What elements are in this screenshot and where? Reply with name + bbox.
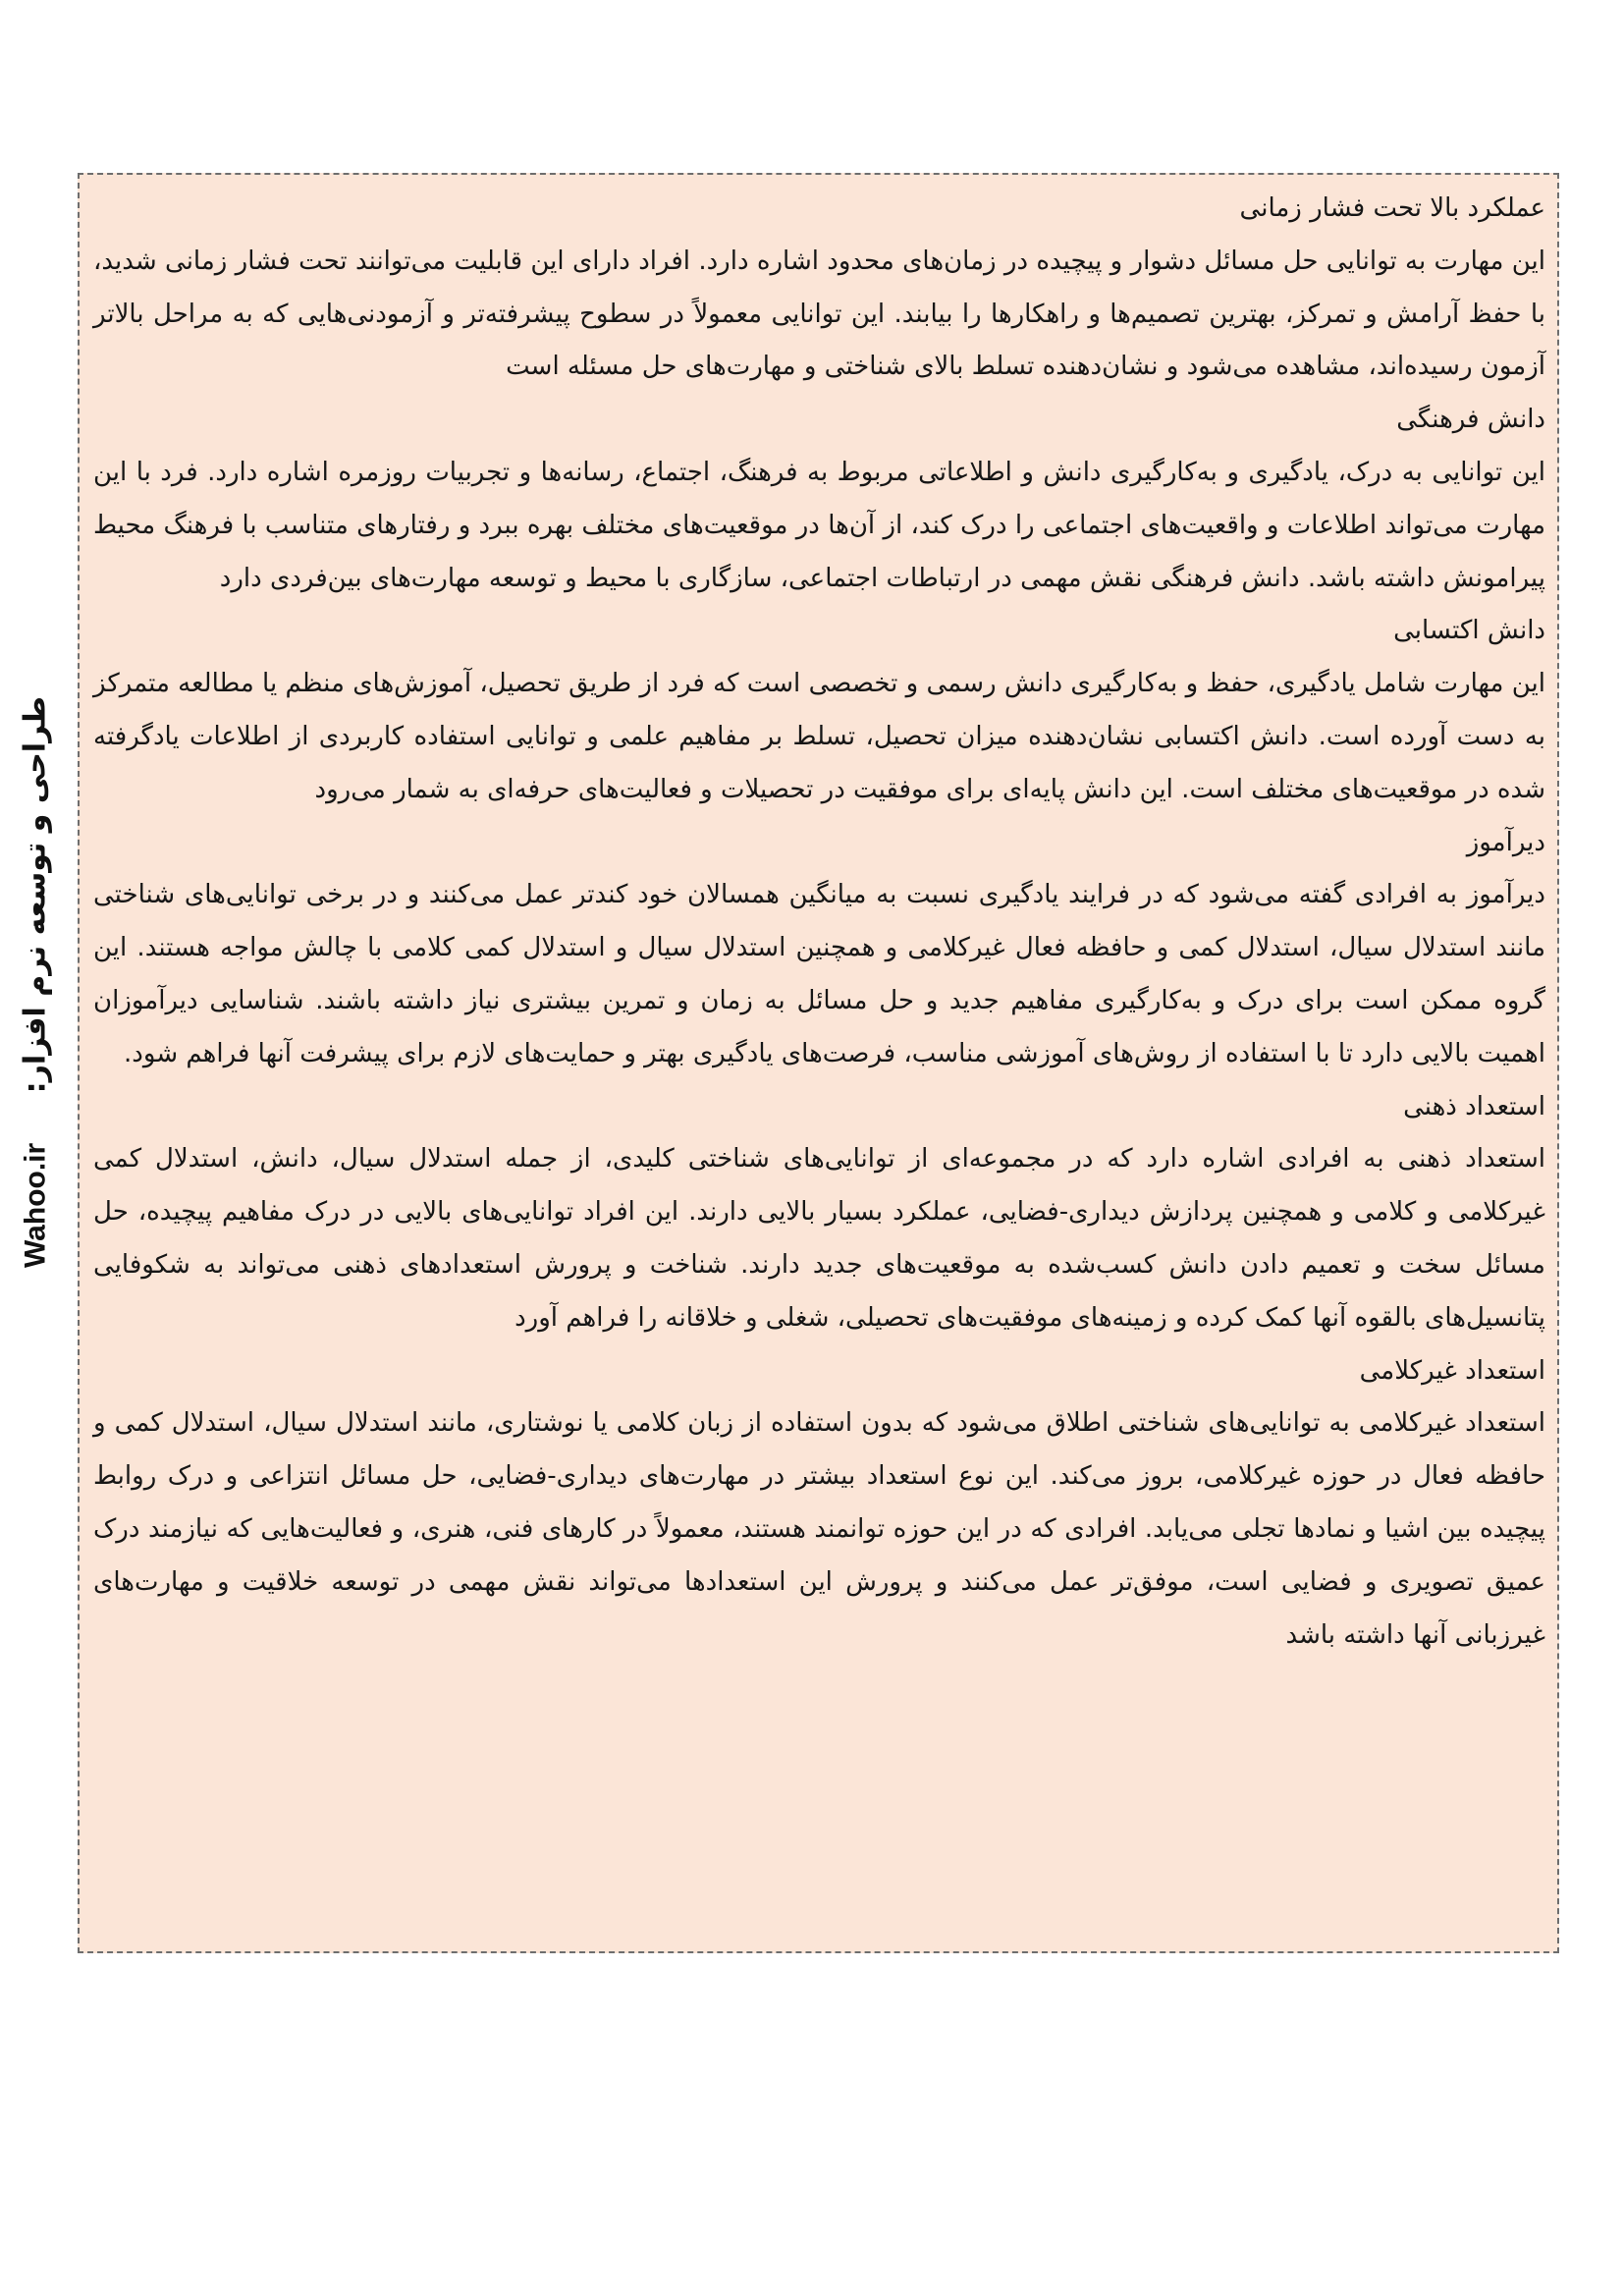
- section-body: دیرآموز به افرادی گفته می‌شود که در فرایند یادگیری نسبت به میانگین همسالان خود کندتر عمل می‌کنند و در برخی توانایی‌های شناختی مانند استدلال سیال، استدلال کمی و حافظه فعال غیرکلامی و همچنین استدلال سیال و استدلال کمی کلامی با چالش مواجه هستند. این گروه ممکن است برای درک و به‌کارگیری مفاهیم جدید و حل مسائل به زمان و تمرین بیشتری نیاز داشته باشند. شناسایی دیرآموزان اهمیت بالایی دارد تا با استفاده از روش‌های آموزشی مناسب، فرصت‌های یادگیری بهتر و حمایت‌های لازم برای پیشرفت آنها فراهم شود.: [93, 880, 1545, 1068]
- side-credit-site: Wahoo.ir: [19, 1142, 52, 1269]
- section-mental-talent: [93, 1081, 1545, 1345]
- side-credit: [0, 0, 69, 2296]
- side-credit-text: [19, 696, 53, 1268]
- section-title: دیرآموز: [1466, 827, 1545, 857]
- section-body: استعداد غیرکلامی به توانایی‌های شناختی اطلاق می‌شود که بدون استفاده از زبان کلامی یا نوشتاری، مانند استدلال سیال، استدلال کمی و حافظه فعال در حوزه غیرکلامی، بروز می‌کند. این نوع استعداد بیشتر در مهارت‌های دیداری-فضایی، حل مسائل انتزاعی و درک روابط پیچیده بین اشیا و نمادها تجلی می‌یابد. افرادی که در این حوزه توانمند هستند، معمولاً در کارهای فنی، هنری، و فعالیت‌هایی که نیازمند درک عمیق تصویری و فضایی است، موفق‌تر عمل می‌کنند و پرورش این استعدادها می‌تواند نقش مهمی در توسعه خلاقیت و مهارت‌های غیرزبانی آنها داشته باشد: [93, 1408, 1545, 1650]
- section-slow-learner: [93, 817, 1545, 1081]
- content-box: [78, 173, 1559, 1953]
- section-title: دانش فرهنگی: [1396, 405, 1545, 435]
- section-nonverbal-talent: [93, 1345, 1545, 1663]
- section-body: این توانایی به درک، یادگیری و به‌کارگیری دانش و اطلاعاتی مربوط به فرهنگ، اجتماع، رسانه‌ها و تجربیات روزمره اشاره دارد. فرد با این مهارت می‌تواند اطلاعات و واقعیت‌های اجتماعی را درک کند، از آن‌ها در موقعیت‌های مختلف بهره ببرد و رفتارهای متناسب با فرهنگ محیط پیرامونش داشته باشد. دانش فرهنگی نقش مهمی در ارتباطات اجتماعی، سازگاری با محیط و توسعه مهارت‌های بین‌فردی دارد: [93, 457, 1545, 593]
- section-title: عملکرد بالا تحت فشار زمانی: [1239, 193, 1545, 223]
- section-acquired-knowledge: [93, 605, 1545, 816]
- section-high-performance-under-time-pressure: [93, 183, 1545, 394]
- section-title: استعداد غیرکلامی: [1359, 1355, 1545, 1386]
- side-credit-label: طراحی و توسعه نرم افزار:: [18, 695, 53, 1094]
- section-title: دانش اکتسابی: [1393, 616, 1545, 646]
- section-body: این مهارت به توانایی حل مسائل دشوار و پیچیده در زمان‌های محدود اشاره دارد. افراد دارای این قابلیت می‌توانند تحت فشار زمانی شدید، با حفظ آرامش و تمرکز، بهترین تصمیم‌ها و راهکارها را بیابند. این توانایی معمولاً در سطوح پیشرفته‌تر و آزمودنی‌هایی که به مراحل بالاتر آزمون رسیده‌اند، مشاهده می‌شود و نشان‌دهنده تسلط بالای شناختی و مهارت‌های حل مسئله است: [93, 246, 1545, 382]
- section-body: این مهارت شامل یادگیری، حفظ و به‌کارگیری دانش رسمی و تخصصی است که فرد از طریق تحصیل، آموزش‌های منظم یا مطالعه متمرکز به دست آورده است. دانش اکتسابی نشان‌دهنده میزان تحصیل، تسلط بر مفاهیم علمی و توانایی استفاده کاربردی از اطلاعات یادگرفته شده در موقعیت‌های مختلف است. این دانش پایه‌ای برای موفقیت در تحصیلات و فعالیت‌های حرفه‌ای به شمار می‌رود: [93, 669, 1545, 804]
- section-title: استعداد ذهنی: [1403, 1091, 1545, 1121]
- section-body: استعداد ذهنی به افرادی اشاره دارد که در مجموعه‌ای از توانایی‌های شناختی کلیدی، از جمله استدلال سیال، دانش، استدلال کمی غیرکلامی و کلامی و همچنین پردازش دیداری-فضایی، عملکرد بسیار بالایی دارند. این افراد توانایی‌های بالایی در درک مفاهیم پیچیده، حل مسائل سخت و تعمیم دادن دانش کسب‌شده به موقعیت‌های جدید دارند. شناخت و پرورش استعدادهای ذهنی می‌تواند به شکوفایی پتانسیل‌های بالقوه آنها کمک کرده و زمینه‌های موفقیت‌های تحصیلی، شغلی و خلاقانه را فراهم آورد: [93, 1144, 1545, 1333]
- section-cultural-knowledge: [93, 394, 1545, 605]
